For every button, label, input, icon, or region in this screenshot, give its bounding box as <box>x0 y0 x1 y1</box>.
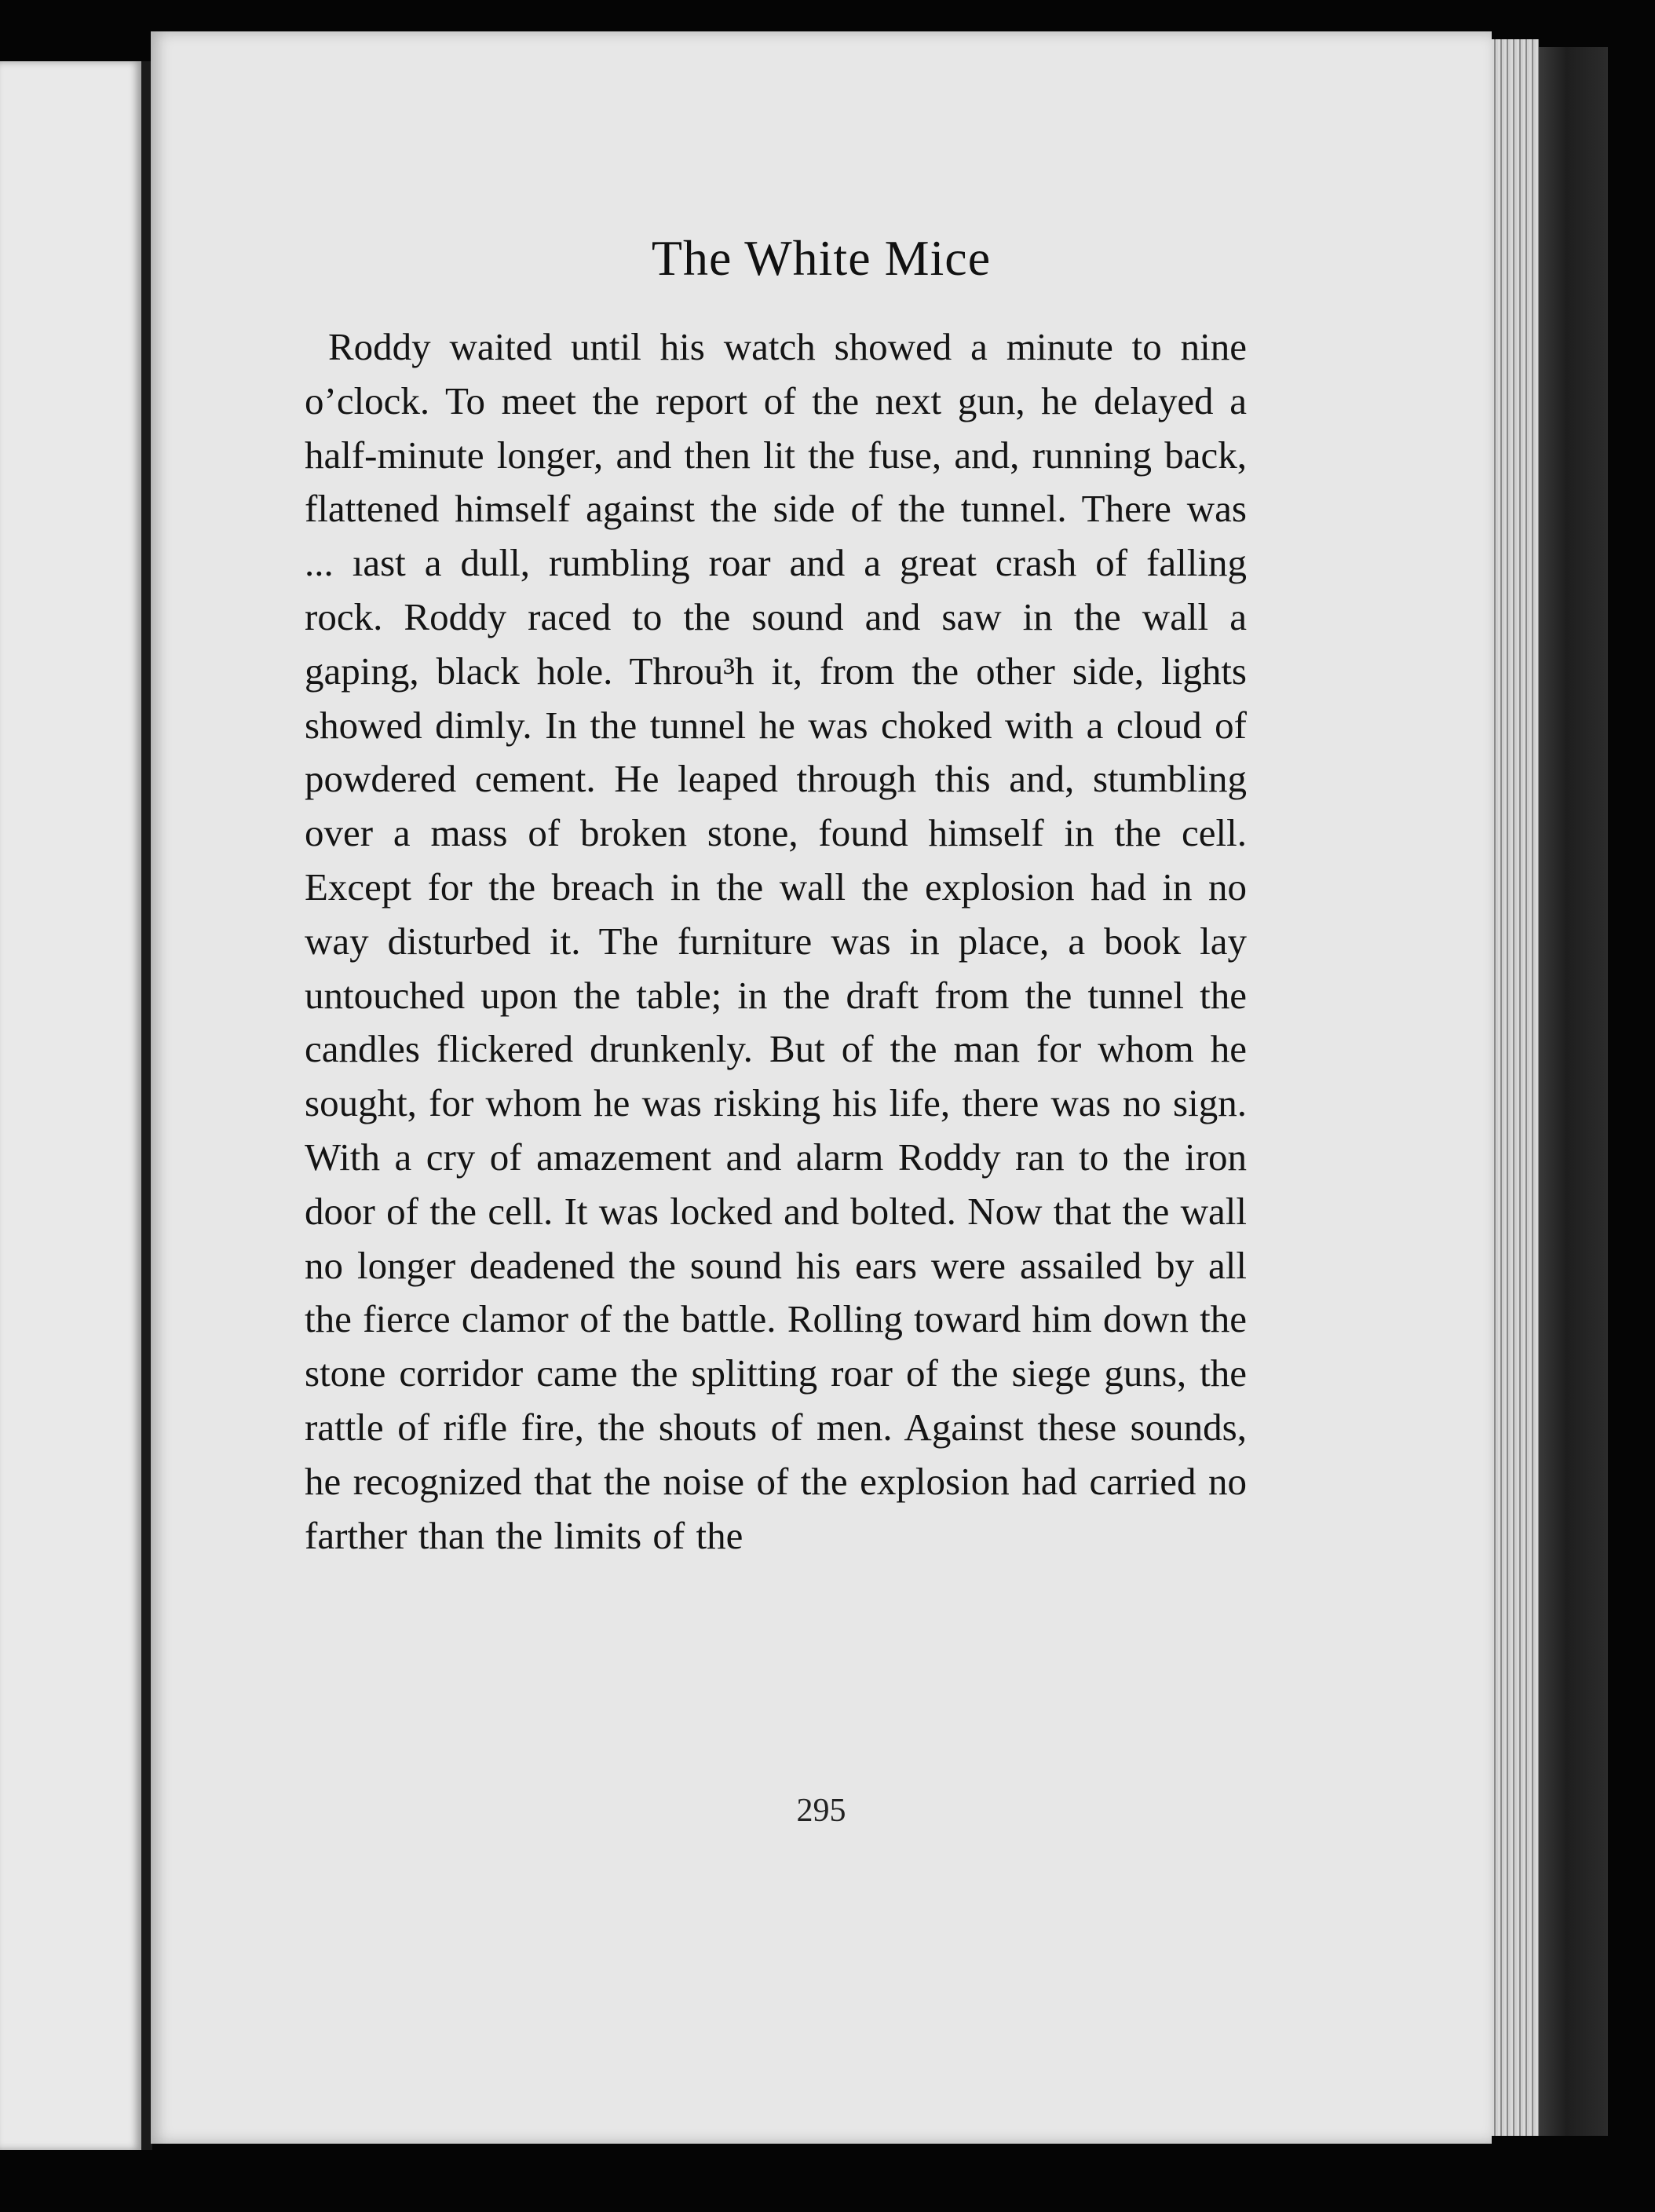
running-head: The White Mice <box>651 230 992 286</box>
page-stack-edges <box>1492 39 1539 2136</box>
previous-page-edge <box>0 61 152 2150</box>
body-paragraph: Roddy waited until his watch showed a minute to nine o’clock. To meet the report of the next gun, he delayed a half-minute longer, and then lit the fuse, and, running back, flattened himself against the side of the tunnel. There was ... ıast a dull, rumbling roar and a great crash of falling rock. Roddy raced to the sound and saw in the wall a gaping, black hole. Throu³h it, from the other side, lights showed dimly. In the tunnel he was choked with a cloud of powdered cement. He leaped through this and, stumbling over a mass of broken stone, found himself in the cell. Except for the breach in the wall the explosion had in no way disturbed it. The furniture was in place, a book lay untouched upon the table; in the draft from the tunnel the candles flickered drunkenly. But of the man for whom he sought, for whom he was risking his life, there was no sign. With a cry of amazement and alarm Roddy ran to the iron door of the cell. It was locked and bolted. Now that the wall no longer deadened the sound his ears were assailed by all the fierce clamor of the battle. Rolling toward him down the stone corridor came the splitting roar of the siege guns, the rattle of rifle fire, the shouts of men. Against these sounds, he recognized that the noise of the explosion had carried no farther than the limits of the <box>305 325 1247 1557</box>
page-number: 295 <box>796 1793 846 1829</box>
book-cover-edge <box>1539 47 1608 2136</box>
